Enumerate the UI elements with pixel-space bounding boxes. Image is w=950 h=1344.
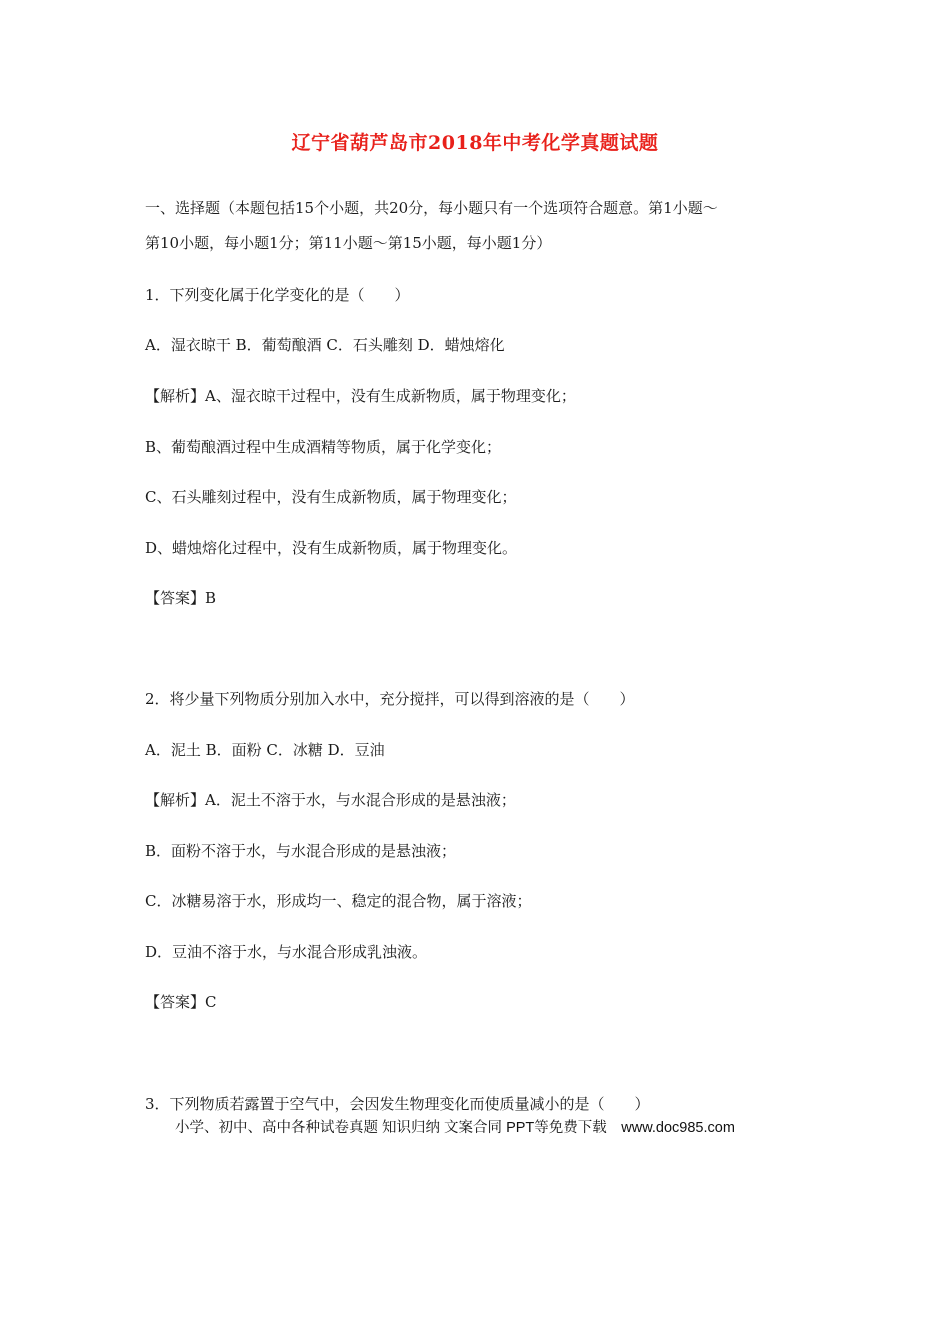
question-1-analysis-line-2: B、葡萄酿酒过程中生成酒精等物质，属于化学变化； — [145, 438, 502, 456]
question-2-stem: 2．将少量下列物质分别加入水中，充分搅拌，可以得到溶液的是（ ） — [145, 690, 635, 708]
question-1-answer: 【答案】B — [145, 589, 217, 607]
page-footer: 小学、初中、高中各种试卷真题 知识归纳 文案合同 PPT等免费下载 www.doc985.com — [175, 1120, 735, 1136]
question-1-analysis-line-3: C、石头雕刻过程中，没有生成新物质，属于物理变化； — [145, 488, 517, 506]
question-2-analysis-line-3: C．冰糖易溶于水，形成均一、稳定的混合物，属于溶液； — [145, 892, 532, 910]
section-header-line-2: 第10小题，每小题1分；第11小题～第15小题，每小题1分） — [145, 234, 552, 252]
question-2-analysis-line-1: 【解析】A．泥土不溶于水，与水混合形成的是悬浊液； — [145, 791, 516, 809]
question-1-stem: 1．下列变化属于化学变化的是（ ） — [145, 286, 410, 304]
question-1-analysis-line-4: D、蜡烛熔化过程中，没有生成新物质，属于物理变化。 — [145, 539, 518, 557]
question-2-analysis-line-4: D．豆油不溶于水，与水混合形成乳浊液。 — [145, 943, 428, 961]
document-title: 辽宁省葫芦岛市2018年中考化学真题试题 — [291, 132, 659, 154]
question-1-options: A．湿衣晾干 B．葡萄酿酒 C．石头雕刻 D．蜡烛熔化 — [145, 336, 505, 354]
section-header-line-1: 一、选择题（本题包括15个小题，共20分，每小题只有一个选项符合题意。第1小题～ — [145, 199, 718, 217]
question-2-answer: 【答案】C — [145, 993, 217, 1011]
question-2-analysis-line-2: B．面粉不溶于水，与水混合形成的是悬浊液； — [145, 842, 457, 860]
question-1-analysis-line-1: 【解析】A、湿衣晾干过程中，没有生成新物质，属于物理变化； — [145, 387, 576, 405]
question-3-stem: 3．下列物质若露置于空气中，会因发生物理变化而使质量减小的是（ ） — [145, 1095, 650, 1113]
question-2-options: A．泥土 B．面粉 C．冰糖 D．豆油 — [145, 741, 385, 759]
